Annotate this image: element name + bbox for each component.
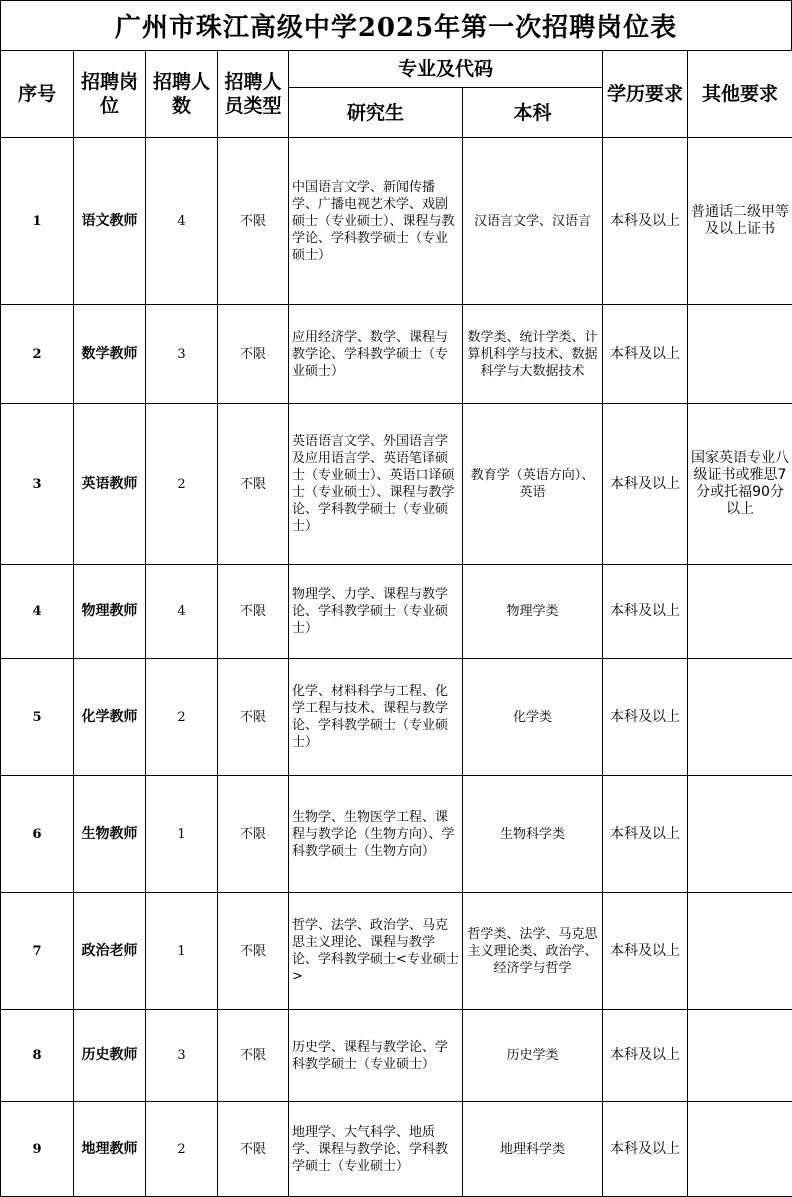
row-position: 生物教师 [74, 776, 146, 893]
header-other: 其他要求 [688, 51, 792, 138]
table-row [1, 893, 792, 1010]
row-seq: 4 [1, 565, 74, 659]
row-education: 本科及以上 [603, 659, 688, 776]
row-undergraduate-major: 教育学（英语方向）、英语 [463, 404, 603, 565]
row-graduate-major: 历史学、课程与教学论、学科教学硕士（专业硕士） [289, 1010, 463, 1102]
row-seq: 5 [1, 659, 74, 776]
row-graduate-major: 应用经济学、数学、课程与教学论、学科教学硕士（专业硕士） [289, 305, 463, 404]
row-other-requirement [688, 1102, 792, 1197]
row-education: 本科及以上 [603, 138, 688, 305]
row-undergraduate-major: 汉语言文学、汉语言 [463, 138, 603, 305]
row-other-requirement [688, 893, 792, 1010]
row-graduate-major: 英语语言文学、外国语言学及应用语言学、英语笔译硕士（专业硕士）、英语口译硕士（专业硕士）、课程与教学论、学科教学硕士（专业硕士） [289, 404, 463, 565]
row-graduate-major: 物理学、力学、课程与教学论、学科教学硕士（专业硕士） [289, 565, 463, 659]
row-education: 本科及以上 [603, 1010, 688, 1102]
row-undergraduate-major: 历史学类 [463, 1010, 603, 1102]
row-count: 1 [146, 776, 218, 893]
row-other-requirement: 国家英语专业八级证书或雅思7分或托福90分以上 [688, 404, 792, 565]
row-education: 本科及以上 [603, 305, 688, 404]
row-undergraduate-major: 哲学类、法学、马克思主义理论类、政治学、经济学与哲学 [463, 893, 603, 1010]
row-graduate-major: 化学、材料科学与工程、化学工程与技术、课程与教学论、学科教学硕士（专业硕士） [289, 659, 463, 776]
row-education: 本科及以上 [603, 565, 688, 659]
row-seq: 6 [1, 776, 74, 893]
header-seq: 序号 [1, 51, 74, 138]
row-education: 本科及以上 [603, 893, 688, 1010]
row-type: 不限 [218, 776, 289, 893]
row-type: 不限 [218, 138, 289, 305]
table-row [1, 565, 792, 659]
row-type: 不限 [218, 893, 289, 1010]
row-other-requirement [688, 1010, 792, 1102]
row-count: 3 [146, 1010, 218, 1102]
row-seq: 1 [1, 138, 74, 305]
row-seq: 7 [1, 893, 74, 1010]
row-education: 本科及以上 [603, 404, 688, 565]
row-type: 不限 [218, 659, 289, 776]
row-undergraduate-major: 数学类、统计学类、计算机科学与技术、数据科学与大数据技术 [463, 305, 603, 404]
row-other-requirement [688, 565, 792, 659]
row-graduate-major: 地理学、大气科学、地质学、课程与教学论、学科教学硕士（专业硕士） [289, 1102, 463, 1197]
row-position: 地理教师 [74, 1102, 146, 1197]
row-position: 语文教师 [74, 138, 146, 305]
row-graduate-major: 哲学、法学、政治学、马克思主义理论、课程与教学论、学科教学硕士<专业硕士> [289, 893, 463, 1010]
row-position: 物理教师 [74, 565, 146, 659]
row-count: 2 [146, 659, 218, 776]
header-undergraduate: 本科 [463, 88, 603, 138]
row-education: 本科及以上 [603, 776, 688, 893]
row-count: 3 [146, 305, 218, 404]
row-seq: 8 [1, 1010, 74, 1102]
table-row [1, 305, 792, 404]
row-type: 不限 [218, 305, 289, 404]
row-position: 数学教师 [74, 305, 146, 404]
row-position: 英语教师 [74, 404, 146, 565]
row-other-requirement [688, 305, 792, 404]
row-position: 历史教师 [74, 1010, 146, 1102]
header-type: 招聘人员类型 [218, 51, 289, 138]
row-other-requirement: 普通话二级甲等及以上证书 [688, 138, 792, 305]
row-undergraduate-major: 地理科学类 [463, 1102, 603, 1197]
row-type: 不限 [218, 565, 289, 659]
row-seq: 3 [1, 404, 74, 565]
row-seq: 9 [1, 1102, 74, 1197]
row-other-requirement [688, 776, 792, 893]
header-education: 学历要求 [603, 51, 688, 138]
table-row [1, 659, 792, 776]
row-count: 2 [146, 1102, 218, 1197]
table-row [1, 138, 792, 305]
table-row [1, 776, 792, 893]
row-type: 不限 [218, 1010, 289, 1102]
header-major-group: 专业及代码 [289, 51, 603, 88]
table-row [1, 404, 792, 565]
row-count: 2 [146, 404, 218, 565]
header-position: 招聘岗位 [74, 51, 146, 138]
header-graduate: 研究生 [289, 88, 463, 138]
row-position: 化学教师 [74, 659, 146, 776]
row-position: 政治老师 [74, 893, 146, 1010]
row-type: 不限 [218, 404, 289, 565]
page-title: 广州市珠江高级中学2025年第一次招聘岗位表 [0, 0, 792, 50]
row-education: 本科及以上 [603, 1102, 688, 1197]
row-type: 不限 [218, 1102, 289, 1197]
recruitment-table [0, 50, 792, 1197]
header-count: 招聘人数 [146, 51, 218, 138]
row-other-requirement [688, 659, 792, 776]
row-graduate-major: 中国语言文学、新闻传播学、广播电视艺术学、戏剧硕士（专业硕士）、课程与教学论、学科教学硕士（专业硕士） [289, 138, 463, 305]
row-graduate-major: 生物学、生物医学工程、课程与教学论（生物方向）、学科教学硕士（生物方向） [289, 776, 463, 893]
row-undergraduate-major: 物理学类 [463, 565, 603, 659]
row-seq: 2 [1, 305, 74, 404]
table-row [1, 1102, 792, 1197]
row-count: 1 [146, 893, 218, 1010]
row-count: 4 [146, 138, 218, 305]
table-row [1, 1010, 792, 1102]
row-undergraduate-major: 生物科学类 [463, 776, 603, 893]
row-count: 4 [146, 565, 218, 659]
row-undergraduate-major: 化学类 [463, 659, 603, 776]
